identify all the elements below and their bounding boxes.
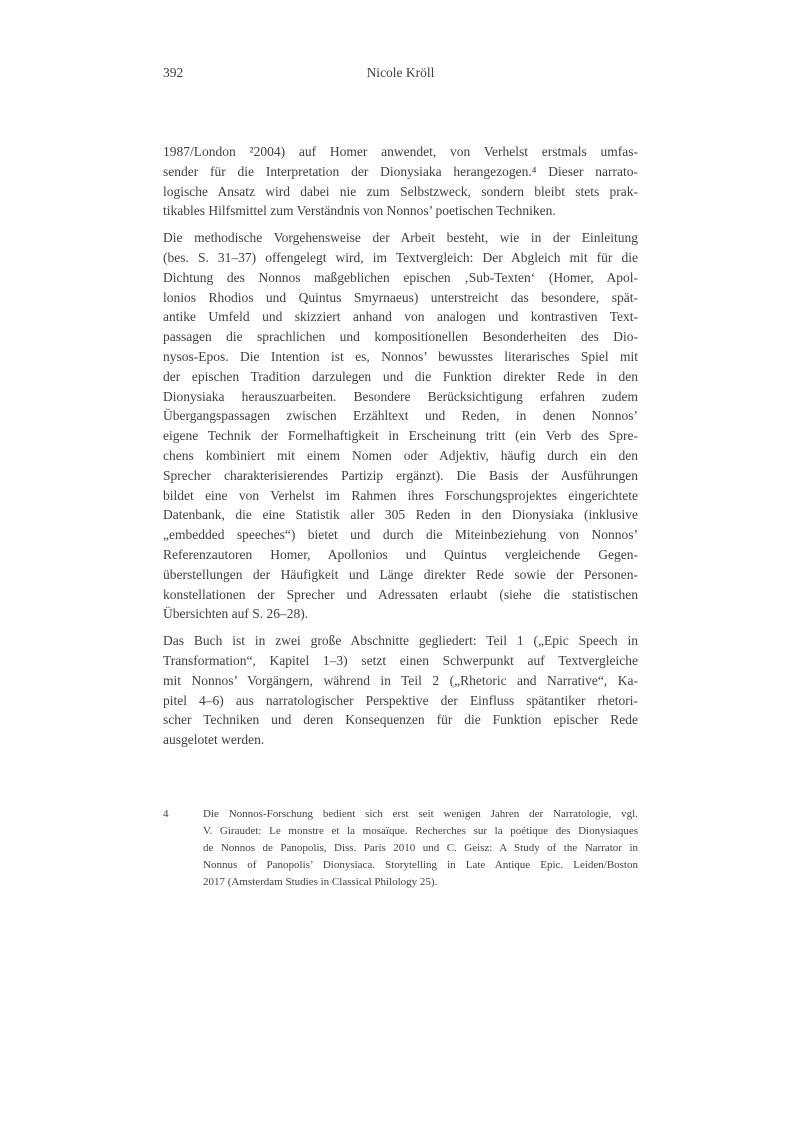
text-line: konstellationen der Sprecher und Adressaten erlaubt (siehe die statistischen (163, 586, 638, 602)
text-line: Transformation“, Kapitel 1–3) setzt einen Schwerpunkt auf Textvergleiche (163, 652, 638, 668)
text-line: antike Umfeld und skizziert anhand von analogen und kontrastiven Text- (163, 309, 638, 325)
body-text-block (163, 142, 638, 750)
text-line: Datenbank, die eine Statistik aller 305 Reden in den Dionysiaka (inklusive (163, 507, 638, 523)
text-line: eigene Technik der Formelhaftigkeit in Erscheinung tritt (ein Verb des Spre- (163, 428, 638, 444)
text-line: de Nonnos de Panopolis, Diss. Paris 2010 und C. Geisz: A Study of the Narrator in (203, 842, 638, 854)
text-line: pitel 4–6) aus narratologischer Perspektive der Einfluss spätantiker rhetori- (163, 692, 638, 708)
text-line: chens kombiniert mit einem Nomen oder Adjektiv, häufig durch ein den (163, 447, 638, 463)
paragraph-3 (163, 631, 638, 750)
running-title-author: Nicole Kröll (366, 65, 435, 80)
text-line: Nonnus of Panopolis’ Dionysiaca. Storytelling in Late Antique Epic. Leiden/Boston (203, 859, 638, 871)
text-line: 2017 (Amsterdam Studies in Classical Philology 25). (203, 876, 438, 888)
text-line: Die methodische Vorgehensweise der Arbeit besteht, wie in der Einleitung (163, 230, 638, 246)
text-line: bildet eine von Verhelst im Rahmen ihres Forschungsprojektes eingerichtete (163, 487, 638, 503)
text-line: Dichtung des Nonnos maßgeblichen epischen ‚Sub-Texten‘ (Homer, Apol- (163, 269, 638, 285)
text-line: nysos-Epos. Die Intention ist es, Nonnos’ bewusstes literarisches Spiel mit (163, 348, 638, 364)
text-line: tikables Hilfsmittel zum Verständnis von Nonnos’ poetischen Techniken. (163, 203, 556, 219)
text-line: V. Giraudet: Le monstre et la mosaïque. Recherches sur la poétique des Dionysiaques (203, 825, 638, 837)
text-line: „embedded speeches“) bietet und durch die Miteinbeziehung von Nonnos’ (163, 527, 638, 543)
footnote-4 (163, 806, 638, 891)
text-line: überstellungen der Häufigkeit und Länge direkter Rede sowie der Personen- (163, 566, 638, 582)
text-line: Sprecher charakterisierendes Partizip ergänzt). Die Basis der Ausführungen (163, 467, 638, 483)
running-header (163, 63, 638, 83)
text-line: ausgelotet werden. (163, 732, 265, 748)
text-line: lonios Rhodios und Quintus Smyrnaeus) unterstreicht das besondere, spät- (163, 289, 638, 305)
text-line: passagen die sprachlichen und kompositionellen Besonderheiten des Dio- (163, 329, 638, 345)
text-line: Übersichten auf S. 26–28). (163, 606, 309, 622)
text-line: Dionysiaka herauszuarbeiten. Besondere Berücksichtigung erfahren zudem (163, 388, 638, 404)
footnote-text (203, 806, 638, 891)
paragraph-2 (163, 228, 638, 624)
text-line: mit Nonnos’ Vorgängern, während in Teil 2 („Rhetoric and Narrative“, Ka- (163, 672, 638, 688)
text-line: (bes. S. 31–37) offengelegt wird, im Textvergleich: Der Abgleich mit für die (163, 249, 638, 265)
text-line: scher Techniken und deren Konsequenzen für die Funktion epischer Rede (163, 712, 638, 728)
text-line: Referenzautoren Homer, Apollonios und Quintus vergleichende Gegen- (163, 546, 638, 562)
text-line: Die Nonnos-Forschung bedient sich erst seit wenigen Jahren der Narratologie, vgl. (203, 808, 638, 820)
page-number: 392 (163, 65, 184, 80)
footnote-number: 4 (163, 808, 169, 820)
paragraph-1 (163, 142, 638, 221)
text-line: Übergangspassagen zwischen Erzähltext und Reden, in denen Nonnos’ (163, 408, 638, 424)
text-line: Das Buch ist in zwei große Abschnitte gegliedert: Teil 1 („Epic Speech in (163, 633, 638, 649)
text-line: 1987/London ²2004) auf Homer anwendet, von Verhelst erstmals umfas- (163, 144, 638, 159)
text-line: sender für die Interpretation der Dionysiaka herangezogen.⁴ Dieser narrato- (163, 163, 638, 179)
text-line: der epischen Tradition darzulegen und die Funktion direkter Rede in den (163, 368, 638, 384)
text-line: logische Ansatz wird dabei nie zum Selbstzweck, sondern bleibt stets prak- (163, 183, 638, 199)
